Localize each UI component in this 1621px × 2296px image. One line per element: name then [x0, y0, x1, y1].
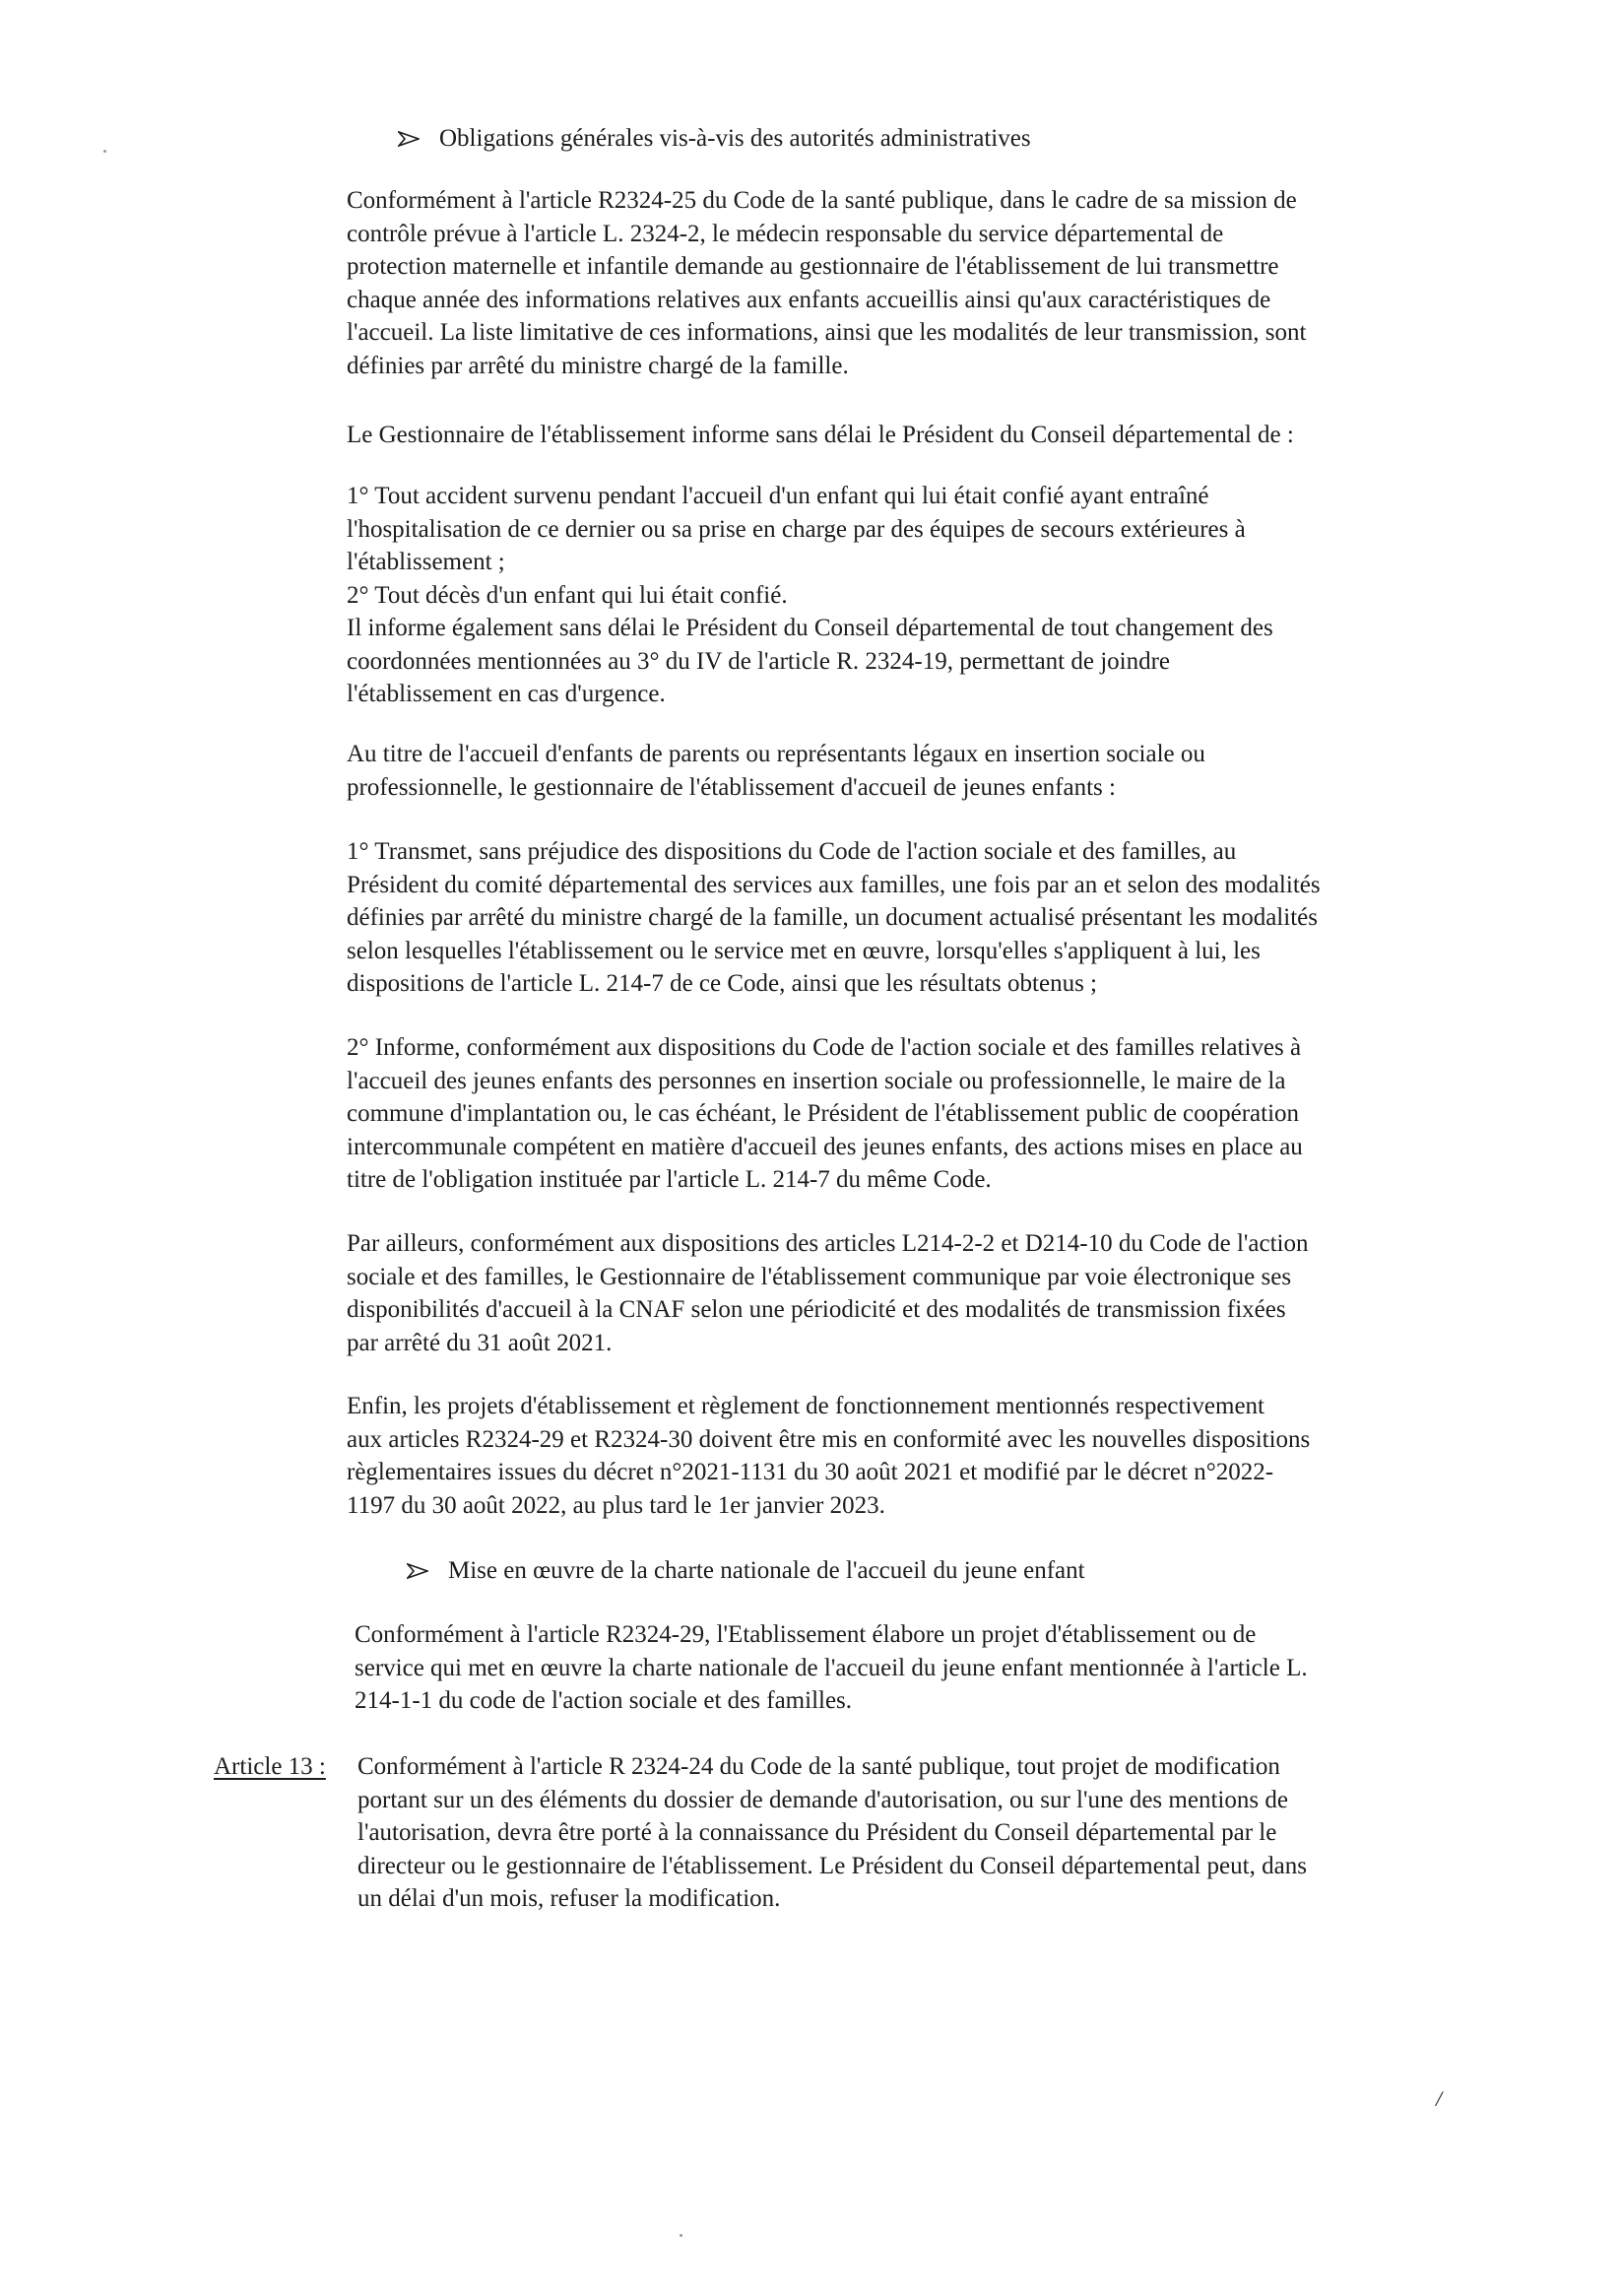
scan-speck: [103, 150, 106, 153]
text-line: l'accueil des jeunes enfants des personnes en insertion sociale ou professionnelle, le maire de la: [347, 1067, 1286, 1094]
text-line: l'autorisation, devra être porté à la connaissance du Président du Conseil départemental par le: [357, 1819, 1277, 1846]
text-line: protection maternelle et infantile demande au gestionnaire de l'établissement de lui transmettre: [347, 253, 1279, 280]
text-line: 1197 du 30 août 2022, au plus tard le 1er janvier 2023.: [347, 1491, 885, 1519]
text-line: Enfin, les projets d'établissement et règlement de fonctionnement mentionnés respectivement: [347, 1393, 1264, 1419]
text-line: 1° Transmet, sans préjudice des dispositions du Code de l'action sociale et des familles, au: [347, 838, 1237, 865]
text-line: service qui met en œuvre la charte nationale de l'accueil du jeune enfant mentionnée à l'article L.: [355, 1654, 1308, 1681]
text-line: définies par arrêté du ministre chargé de la famille, un document actualisé présentant les modalités: [347, 904, 1318, 931]
paragraph-inform-president: [347, 419, 1413, 452]
text-line: Conformément à l'article R2324-29, l'Etablissement élabore un projet d'établissement ou de: [355, 1621, 1257, 1648]
text-line: sociale et des familles, le Gestionnaire de l'établissement communique par voie électronique ses: [347, 1263, 1292, 1290]
text-line: aux articles R2324-29 et R2324-30 doivent être mis en conformité avec les nouvelles dispositions: [347, 1425, 1311, 1453]
text-line: selon lesquelles l'établissement ou le service met en œuvre, lorsqu'elles s'appliquent à lui, les: [347, 937, 1261, 964]
text-line: contrôle prévue à l'article L. 2324-2, le médecin responsable du service départemental de: [347, 220, 1224, 247]
text-line: Le Gestionnaire de l'établissement informe sans délai le Président du Conseil départemental de :: [347, 422, 1294, 448]
text-line: intercommunale compétent en matière d'accueil des jeunes enfants, des actions mises en place au: [347, 1133, 1303, 1160]
arrow-bullet-icon: [407, 1563, 428, 1579]
text-line: 1° Tout accident survenu pendant l'accueil d'un enfant qui lui était confié ayant entraîné: [347, 483, 1209, 509]
text-line: règlementaires issues du décret n°2021-1131 du 30 août 2021 et modifié par le décret n°2022-: [347, 1459, 1274, 1485]
paragraph-insertion: [347, 738, 1413, 804]
paragraph-article-13: [357, 1750, 1414, 1916]
text-line: titre de l'obligation instituée par l'article L. 214-7 du même Code.: [347, 1166, 992, 1193]
article-13-label: Article 13 :: [214, 1753, 326, 1780]
text-line: coordonnées mentionnées au 3° du IV de l'article R. 2324-19, permettant de joindre: [347, 647, 1171, 675]
text-line: chaque année des informations relatives aux enfants accueillis ainsi qu'aux caractéristiques de: [347, 286, 1271, 313]
text-line: Conformément à l'article R 2324-24 du Code de la santé publique, tout projet de modification: [357, 1753, 1280, 1780]
text-line: commune d'implantation ou, le cas échéant, le Président de l'établissement public de coopération: [347, 1100, 1300, 1127]
text-line: directeur ou le gestionnaire de l'établissement. Le Président du Conseil départemental peut, dans: [357, 1852, 1307, 1879]
paragraph-enfin: [347, 1390, 1413, 1522]
text-line: Président du comité départemental des services aux familles, une fois par an et selon des modalités: [347, 871, 1321, 898]
text-line: 214-1-1 du code de l'action sociale et des familles.: [355, 1687, 853, 1714]
text-line: portant sur un des éléments du dossier de demande d'autorisation, ou sur l'une des mentions de: [357, 1786, 1288, 1813]
arrow-bullet-icon: [398, 131, 420, 147]
text-line: l'établissement en cas d'urgence.: [347, 681, 666, 707]
text-line: professionnelle, le gestionnaire de l'établissement d'accueil de jeunes enfants :: [347, 773, 1116, 801]
text-line: définies par arrêté du ministre chargé de la famille.: [347, 352, 849, 379]
paragraph-pmi-control: [347, 184, 1413, 382]
paragraph-informe: [347, 1031, 1413, 1197]
scan-speck: [680, 2234, 682, 2237]
text-line: Il informe également sans délai le Président du Conseil départemental de tout changement des: [347, 615, 1273, 641]
text-line: l'hospitalisation de ce dernier ou sa prise en charge par des équipes de secours extérieures à: [347, 515, 1246, 543]
page-mark: /: [1436, 2086, 1443, 2111]
heading-text: Obligations générales vis-à-vis des autorités administratives: [439, 125, 1031, 152]
text-line: l'accueil. La liste limitative de ces informations, ainsi que les modalités de leur transmission, sont: [347, 319, 1307, 346]
paragraph-accident-deces: [347, 480, 1413, 711]
text-line: dispositions de l'article L. 214-7 de ce Code, ainsi que les résultats obtenus ;: [347, 970, 1097, 997]
text-line: disponibilités d'accueil à la CNAF selon une périodicité et des modalités de transmission fixées: [347, 1296, 1286, 1323]
text-line: Par ailleurs, conformément aux dispositions des articles L214-2-2 et D214-10 du Code de l'action: [347, 1230, 1309, 1257]
paragraph-transmet: [347, 835, 1413, 1001]
paragraph-charte: [355, 1618, 1414, 1718]
text-line: 2° Informe, conformément aux dispositions du Code de l'action sociale et des familles relatives à: [347, 1034, 1302, 1061]
text-line: un délai d'un mois, refuser la modification.: [357, 1885, 781, 1912]
section-heading-charte: [407, 1554, 1085, 1588]
text-line: Au titre de l'accueil d'enfants de parents ou représentants légaux en insertion sociale ou: [347, 741, 1205, 767]
heading-text: Mise en œuvre de la charte nationale de l'accueil du jeune enfant: [448, 1557, 1085, 1584]
paragraph-cnaf: [347, 1227, 1413, 1359]
text-line: l'établissement ;: [347, 549, 505, 575]
section-heading-obligations: [398, 122, 1031, 156]
text-line: 2° Tout décès d'un enfant qui lui était confié.: [347, 581, 788, 609]
text-line: Conformément à l'article R2324-25 du Code de la santé publique, dans le cadre de sa mission de: [347, 187, 1297, 214]
text-line: par arrêté du 31 août 2021.: [347, 1329, 613, 1356]
